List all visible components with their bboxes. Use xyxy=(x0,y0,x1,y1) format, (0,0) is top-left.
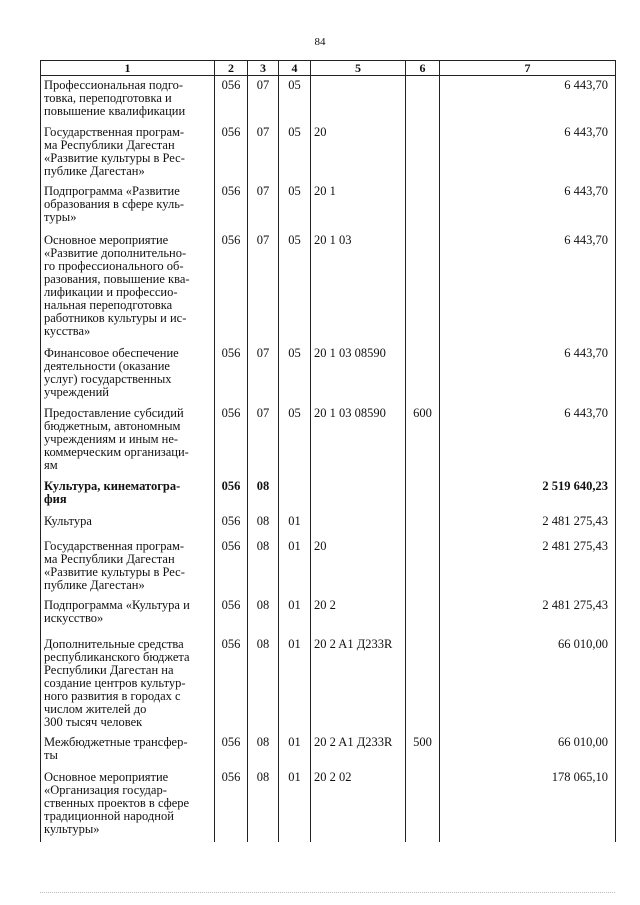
row-amount-cell: 66 010,00 xyxy=(440,733,616,768)
row-amount-cell: 66 010,00 xyxy=(440,635,616,733)
row-section-cell: 08 xyxy=(248,477,279,512)
row-code-cell: 056 xyxy=(215,477,248,512)
row-expense-type-cell xyxy=(406,768,440,842)
row-subsection-cell: 01 xyxy=(279,635,311,733)
row-subsection-cell: 05 xyxy=(279,123,311,182)
row-subsection-cell xyxy=(279,477,311,512)
page-number: 84 xyxy=(314,36,326,48)
row-target-article-cell: 20 1 03 xyxy=(311,231,406,344)
row-section-cell: 08 xyxy=(248,733,279,768)
row-subsection-cell: 01 xyxy=(279,537,311,596)
row-section-cell: 08 xyxy=(248,635,279,733)
header-col-6: 6 xyxy=(406,61,440,76)
row-subsection-cell: 01 xyxy=(279,768,311,842)
row-expense-type-cell xyxy=(406,537,440,596)
row-section-cell: 07 xyxy=(248,123,279,182)
row-section-cell: 07 xyxy=(248,231,279,344)
budget-table xyxy=(40,60,616,842)
row-code-cell: 056 xyxy=(215,182,248,231)
row-amount-cell: 6 443,70 xyxy=(440,231,616,344)
row-code-cell: 056 xyxy=(215,231,248,344)
row-name-cell: Государственная програм- ма Республики Дагестан «Развитие культуры в Рес- публике Дагестан» xyxy=(41,123,215,182)
table-row xyxy=(41,768,616,842)
row-name-cell: Предоставление субсидий бюджетным, автономным учреждениям и иным не- коммерческим организаци- ям xyxy=(41,404,215,477)
row-target-article-cell: 20 1 03 08590 xyxy=(311,404,406,477)
header-col-3: 3 xyxy=(248,61,279,76)
row-amount-cell: 2 481 275,43 xyxy=(440,537,616,596)
row-expense-type-cell xyxy=(406,596,440,635)
row-expense-type-cell xyxy=(406,512,440,537)
header-col-5: 5 xyxy=(311,61,406,76)
row-code-cell: 056 xyxy=(215,537,248,596)
row-target-article-cell xyxy=(311,512,406,537)
row-subsection-cell: 01 xyxy=(279,596,311,635)
row-name-cell: Основное мероприятие «Организация государ- ственных проектов в сфере традиционной народной культуры» xyxy=(41,768,215,842)
row-amount-cell: 178 065,10 xyxy=(440,768,616,842)
row-code-cell: 056 xyxy=(215,123,248,182)
row-name-cell: Финансовое обеспечение деятельности (оказание услуг) государственных учреждений xyxy=(41,344,215,404)
row-name-cell: Профессиональная подго- товка, переподготовка и повышение квалификации xyxy=(41,76,215,123)
row-subsection-cell: 05 xyxy=(279,182,311,231)
row-section-cell: 08 xyxy=(248,596,279,635)
row-expense-type-cell xyxy=(406,123,440,182)
row-expense-type-cell xyxy=(406,182,440,231)
row-amount-cell: 6 443,70 xyxy=(440,182,616,231)
row-target-article-cell: 20 2 xyxy=(311,596,406,635)
row-name-cell: Подпрограмма «Развитие образования в сфере куль- туры» xyxy=(41,182,215,231)
row-name-cell: Дополнительные средства республиканского бюджета Республики Дагестан на создание центров культур- ного развития в городах с числом жителей до 300 тысяч человек xyxy=(41,635,215,733)
row-expense-type-cell xyxy=(406,344,440,404)
row-name-cell: Подпрограмма «Культура и искусство» xyxy=(41,596,215,635)
row-section-cell: 07 xyxy=(248,344,279,404)
row-target-article-cell: 20 1 03 08590 xyxy=(311,344,406,404)
page-bottom-border xyxy=(40,892,615,893)
table-row xyxy=(41,404,616,477)
row-code-cell: 056 xyxy=(215,512,248,537)
row-expense-type-cell xyxy=(406,76,440,123)
row-name-cell: Культура, кинематогра- фия xyxy=(41,477,215,512)
row-target-article-cell: 20 2 A1 Д233R xyxy=(311,733,406,768)
row-code-cell: 056 xyxy=(215,733,248,768)
row-name-cell: Государственная програм- ма Республики Дагестан «Развитие культуры в Рес- публике Дагестан» xyxy=(41,537,215,596)
row-subsection-cell: 05 xyxy=(279,344,311,404)
row-target-article-cell: 20 2 A1 Д233R xyxy=(311,635,406,733)
row-code-cell: 056 xyxy=(215,596,248,635)
header-col-1: 1 xyxy=(41,61,215,76)
row-name-cell: Межбюджетные трансфер- ты xyxy=(41,733,215,768)
row-section-cell: 08 xyxy=(248,512,279,537)
table-row xyxy=(41,76,616,123)
row-target-article-cell: 20 2 02 xyxy=(311,768,406,842)
row-subsection-cell: 01 xyxy=(279,733,311,768)
row-section-cell: 08 xyxy=(248,768,279,842)
row-amount-cell: 6 443,70 xyxy=(440,123,616,182)
row-section-cell: 08 xyxy=(248,537,279,596)
row-code-cell: 056 xyxy=(215,404,248,477)
table-row xyxy=(41,596,616,635)
table-row xyxy=(41,231,616,344)
row-expense-type-cell xyxy=(406,231,440,344)
row-target-article-cell xyxy=(311,76,406,123)
header-col-7: 7 xyxy=(440,61,616,76)
row-expense-type-cell xyxy=(406,477,440,512)
table-row xyxy=(41,182,616,231)
row-amount-cell: 6 443,70 xyxy=(440,76,616,123)
row-target-article-cell xyxy=(311,477,406,512)
row-amount-cell: 2 481 275,43 xyxy=(440,512,616,537)
row-section-cell: 07 xyxy=(248,404,279,477)
row-expense-type-cell: 600 xyxy=(406,404,440,477)
table-row xyxy=(41,733,616,768)
row-code-cell: 056 xyxy=(215,635,248,733)
table-row xyxy=(41,512,616,537)
row-code-cell: 056 xyxy=(215,768,248,842)
row-name-cell: Культура xyxy=(41,512,215,537)
row-section-cell: 07 xyxy=(248,182,279,231)
row-target-article-cell: 20 xyxy=(311,123,406,182)
table-row xyxy=(41,537,616,596)
header-col-2: 2 xyxy=(215,61,248,76)
table-row xyxy=(41,635,616,733)
row-expense-type-cell xyxy=(406,635,440,733)
row-amount-cell: 6 443,70 xyxy=(440,344,616,404)
row-subsection-cell: 05 xyxy=(279,231,311,344)
row-expense-type-cell: 500 xyxy=(406,733,440,768)
row-target-article-cell: 20 xyxy=(311,537,406,596)
row-code-cell: 056 xyxy=(215,344,248,404)
row-target-article-cell: 20 1 xyxy=(311,182,406,231)
table-row xyxy=(41,344,616,404)
table-row xyxy=(41,123,616,182)
row-amount-cell: 2 481 275,43 xyxy=(440,596,616,635)
row-subsection-cell: 01 xyxy=(279,512,311,537)
row-name-cell: Основное мероприятие «Развитие дополнительно- го профессионального об- разования, повышение ква- лификации и профессио- нальная переподготовка работников культуры и ис- кусства» xyxy=(41,231,215,344)
row-subsection-cell: 05 xyxy=(279,404,311,477)
row-code-cell: 056 xyxy=(215,76,248,123)
header-row xyxy=(41,61,616,76)
row-section-cell: 07 xyxy=(248,76,279,123)
table-row xyxy=(41,477,616,512)
row-amount-cell: 2 519 640,23 xyxy=(440,477,616,512)
row-subsection-cell: 05 xyxy=(279,76,311,123)
row-amount-cell: 6 443,70 xyxy=(440,404,616,477)
header-col-4: 4 xyxy=(279,61,311,76)
